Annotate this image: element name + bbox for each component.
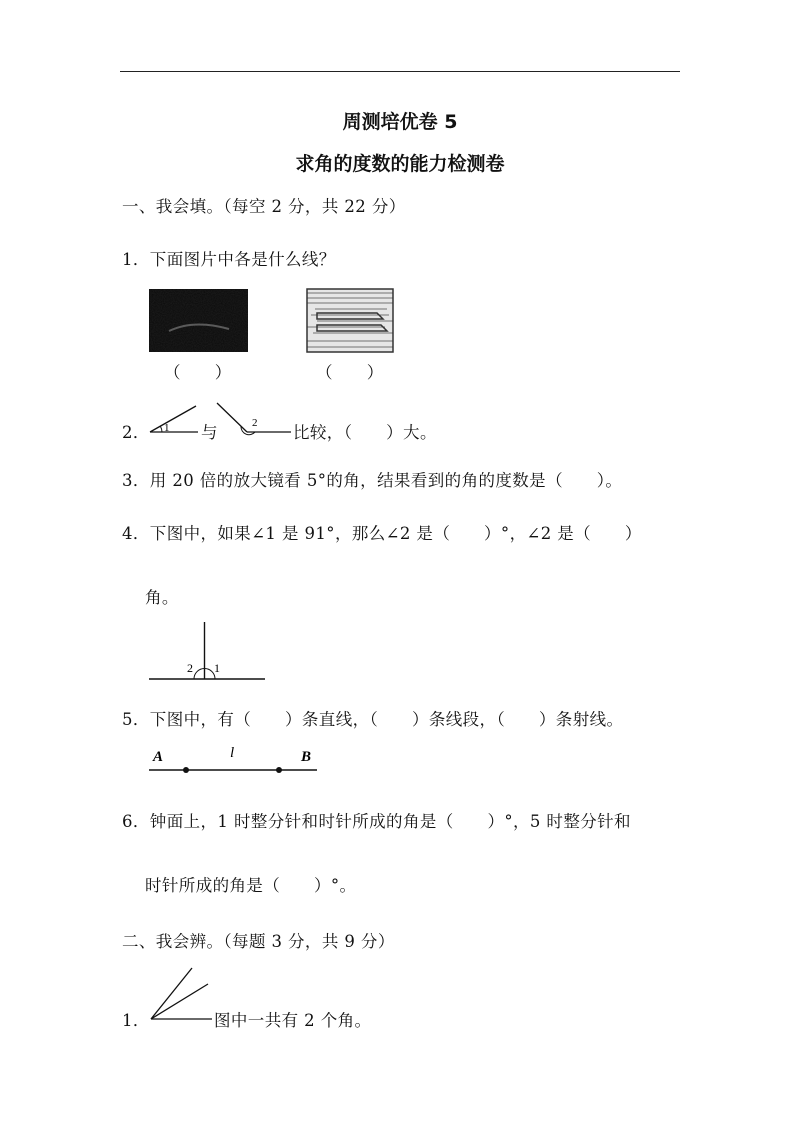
point-a-label: A <box>153 749 164 765</box>
q2-tail-text: 比较，（ ）大。 <box>293 423 437 442</box>
q2-with-text: 与 <box>201 423 218 442</box>
q4-angle2-label: 2 <box>187 661 193 675</box>
page-subtitle: 求角的度数的能力检测卷 <box>295 153 505 175</box>
point-b-label: B <box>301 749 312 765</box>
line-l-label: l <box>230 745 235 761</box>
s2-q1-number: 1． <box>122 1011 150 1030</box>
q4-text: 4．下图中，如果∠1 是 91°，那么∠2 是（ ）°，∠2 是（ ） <box>122 524 642 543</box>
q1-blank-left: （ ） <box>164 363 232 382</box>
angle1-label: 1 <box>164 422 170 434</box>
q2-number: 2． <box>122 423 150 442</box>
q4-continuation: 角。 <box>145 588 179 607</box>
q5-line-figure <box>149 744 321 776</box>
q3-text: 3．用 20 倍的放大镜看 5°的角，结果看到的角的度数是（ ）。 <box>122 471 623 490</box>
section2-heading: 二、我会辨。（每题 3 分，共 9 分） <box>122 932 395 951</box>
q6-continuation: 时针所成的角是（ ）°。 <box>145 876 357 895</box>
q4-angle-figure <box>149 620 267 682</box>
q1-blank-right: （ ） <box>316 363 384 382</box>
angle2-label: 2 <box>252 417 258 429</box>
q1-text: 1．下面图片中各是什么线？ <box>122 250 336 269</box>
s2-q1-angle-figure <box>148 966 214 1022</box>
line-photo-left <box>149 289 248 352</box>
q6-text: 6．钟面上，1 时整分针和时针所成的角是（ ）°，5 时整分针和 <box>122 812 631 831</box>
section1-heading: 一、我会填。（每空 2 分，共 22 分） <box>122 197 406 216</box>
s2-q1-text: 图中一共有 2 个角。 <box>214 1011 372 1030</box>
line-photo-right <box>307 289 393 352</box>
q5-text: 5．下图中，有（ ）条直线，（ ）条线段，（ ）条射线。 <box>122 710 624 729</box>
page-title: 周测培优卷 5 <box>342 111 458 133</box>
top-rule <box>120 71 680 72</box>
angle1-figure <box>146 402 206 436</box>
q4-angle1-label: 1 <box>214 661 220 675</box>
angle2-figure <box>217 400 297 436</box>
